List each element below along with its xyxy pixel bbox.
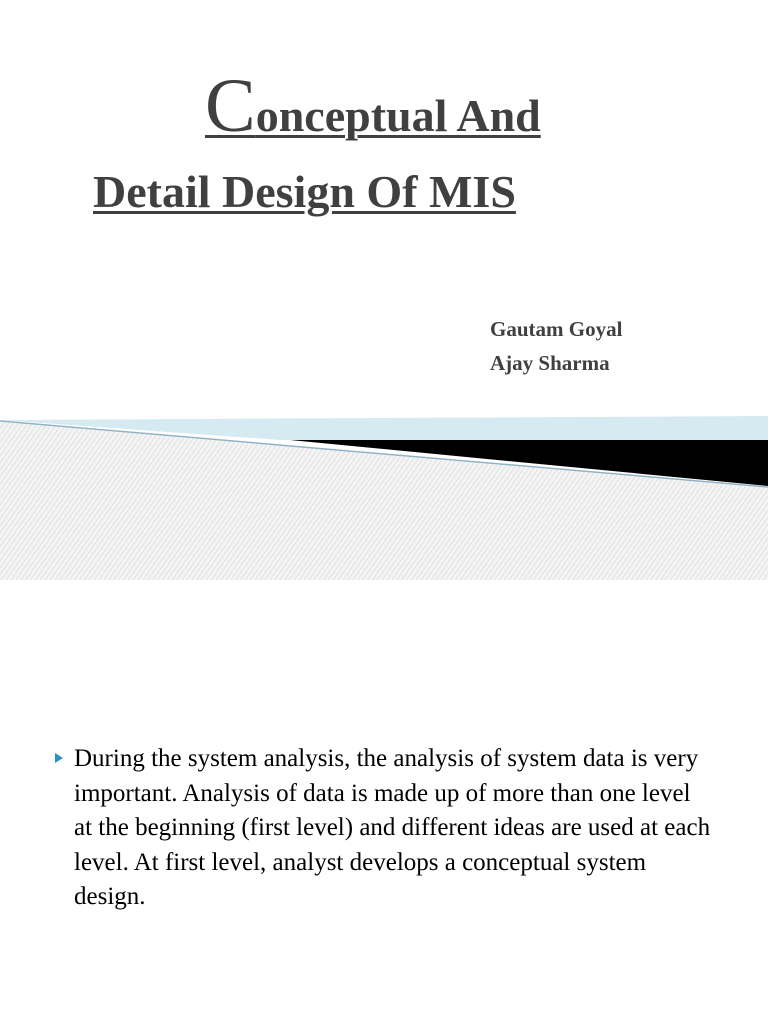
list-item: [52, 742, 712, 915]
title-line-1-rest: onceptual And: [255, 90, 541, 141]
bullet-list: [52, 742, 712, 915]
title-line-2: Detail Design Of MIS: [93, 166, 516, 217]
content-slide: [0, 580, 768, 1024]
title-initial: C: [205, 64, 256, 148]
decorative-band: [0, 400, 768, 580]
author-2: Ajay Sharma: [490, 351, 610, 375]
author-1: Gautam Goyal: [490, 317, 623, 341]
bullet-arrow-icon: [55, 753, 63, 763]
title-line-1: [205, 66, 541, 156]
bullet-text: During the system analysis, the analysis of system data is very important. Analysis of data is made up of more than one level at the beginning (first level) and different ideas are used at each level. At first level, analyst develops a conceptual system design.: [74, 745, 711, 910]
author-list: [490, 312, 622, 380]
